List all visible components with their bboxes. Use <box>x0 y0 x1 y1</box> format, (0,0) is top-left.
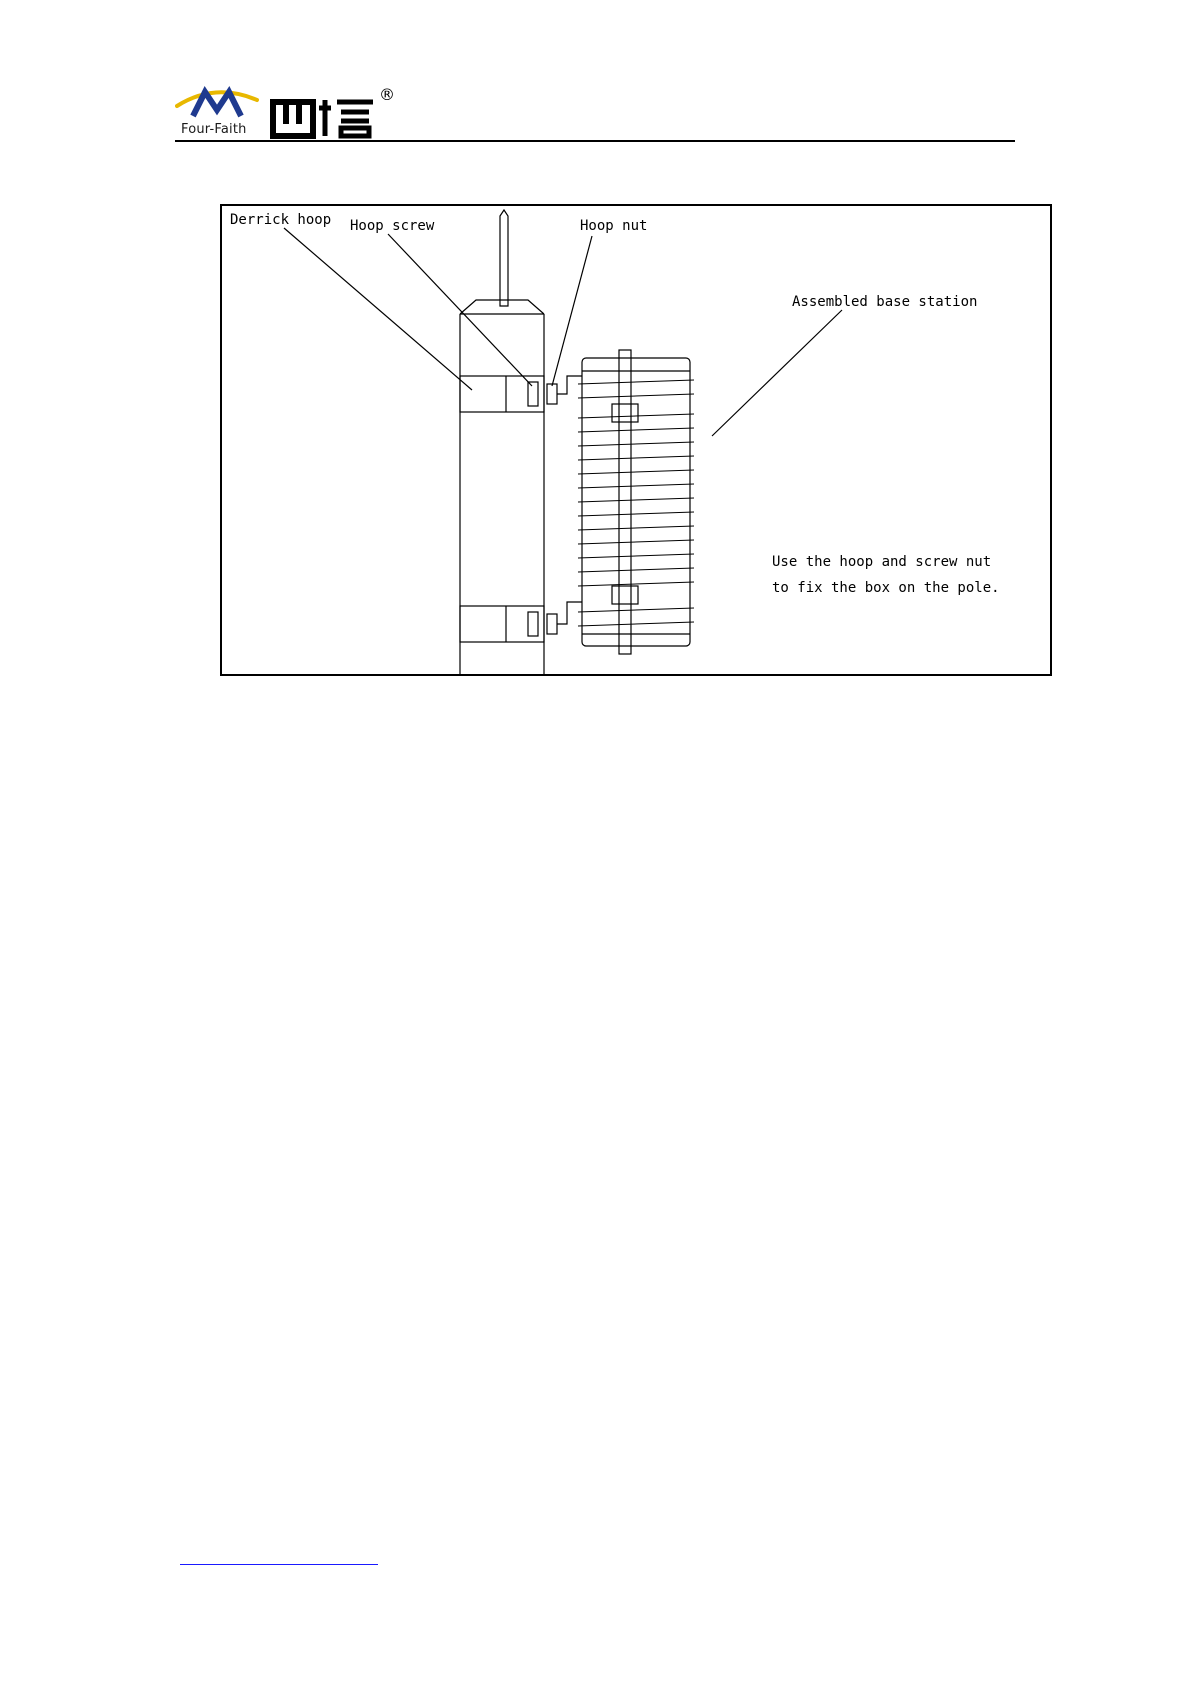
pole-mount-drawing <box>222 206 1050 674</box>
instruction-line-1: Use the hoop and screw nut <box>772 554 992 570</box>
callout-assembled-base-station: Assembled base station <box>792 294 978 310</box>
footer-website-link[interactable] <box>180 1548 378 1565</box>
brand-caption: Four-Faith <box>181 122 247 137</box>
callout-hoop-screw: Hoop screw <box>350 218 435 234</box>
header-rule <box>175 140 1015 142</box>
registered-mark: ® <box>379 85 395 104</box>
four-faith-logo <box>175 80 405 142</box>
instruction-line-2: to fix the box on the pole. <box>772 580 1000 596</box>
installation-diagram <box>220 204 1052 676</box>
callout-hoop-nut: Hoop nut <box>580 218 648 234</box>
page-header <box>175 80 1015 142</box>
callout-derrick-hoop: Derrick hoop <box>230 212 332 228</box>
